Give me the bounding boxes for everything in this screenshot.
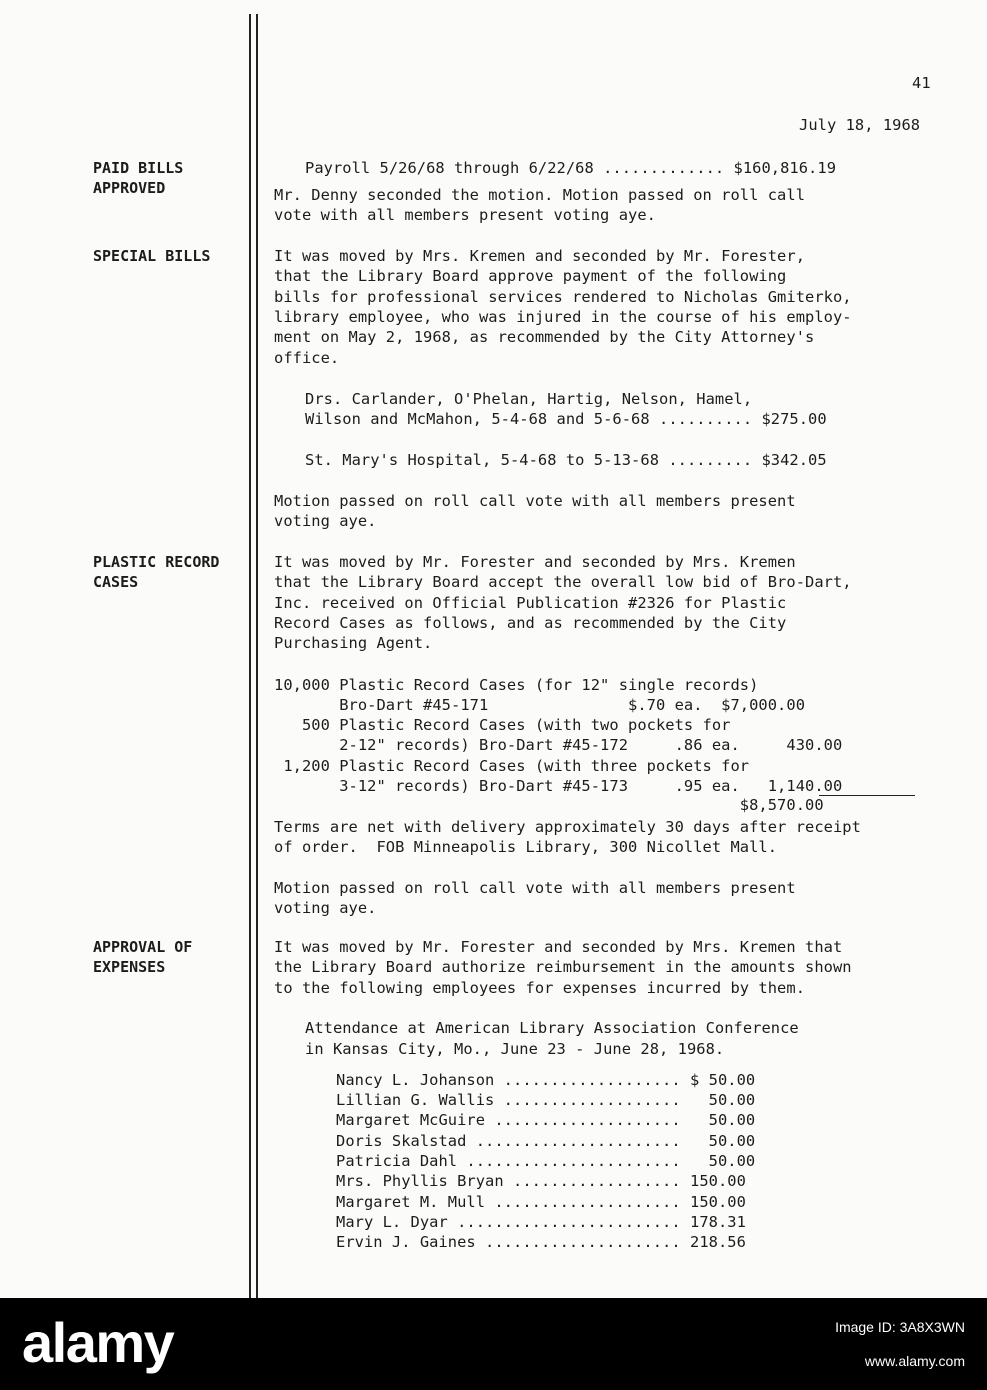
body-line: office. [274, 349, 340, 367]
body-line: It was moved by Mrs. Kremen and seconded by Mr. Forester, [274, 247, 806, 265]
expense-row: Doris Skalstad ...................... 50.00 [336, 1132, 756, 1150]
body-line: vote with all members present voting aye. [274, 206, 656, 224]
sidebar-heading-expenses: EXPENSES [93, 958, 166, 976]
body-line: Motion passed on roll call vote with all members present [274, 879, 796, 897]
sidebar-heading-plastic-record: PLASTIC RECORD [93, 553, 220, 571]
expense-row: Margaret M. Mull .................... 150.00 [336, 1193, 746, 1211]
body-line: the Library Board authorize reimbursement in the amounts shown [274, 958, 852, 976]
body-line: It was moved by Mr. Forester and seconded by Mrs. Kremen that [274, 938, 843, 956]
body-line: Mr. Denny seconded the motion. Motion passed on roll call [274, 186, 806, 204]
image-id: Image ID: 3A8X3WN [835, 1319, 965, 1335]
watermark-url: www.alamy.com [864, 1353, 965, 1369]
total-underline [819, 795, 915, 796]
body-line: voting aye. [274, 899, 377, 917]
body-line: Purchasing Agent. [274, 634, 433, 652]
sidebar-heading-expenses: APPROVAL OF [93, 938, 193, 956]
bid-line: 10,000 Plastic Record Cases (for 12" single records) [274, 676, 759, 694]
sidebar-heading-paid-bills: PAID BILLS [93, 159, 184, 177]
body-line: Inc. received on Official Publication #2326 for Plastic [274, 594, 787, 612]
bid-line: Bro-Dart #45-171 $.70 ea. $7,000.00 [274, 696, 806, 714]
sidebar-heading-special-bills: SPECIAL BILLS [93, 247, 211, 265]
bill-item-line: St. Mary's Hospital, 5-4-68 to 5-13-68 ......... $342.05 [305, 451, 827, 469]
expense-row: Mrs. Phyllis Bryan .................. 150.00 [336, 1172, 746, 1190]
expense-row: Ervin J. Gaines ..................... 218.56 [336, 1233, 746, 1251]
margin-rule-left [249, 14, 251, 1298]
body-line: It was moved by Mr. Forester and seconded by Mrs. Kremen [274, 553, 796, 571]
body-line: library employee, who was injured in the course of his employ- [274, 308, 852, 326]
expense-row: Margaret McGuire .................... 50.00 [336, 1111, 756, 1129]
expense-row: Nancy L. Johanson ................... $ 50.00 [336, 1071, 756, 1089]
bill-item-line: Drs. Carlander, O'Phelan, Hartig, Nelson, Hamel, [305, 390, 753, 408]
body-line: ment on May 2, 1968, as recommended by the City Attorney's [274, 328, 815, 346]
bid-line: 3-12" records) Bro-Dart #45-173 .95 ea. 1,140.00 [274, 777, 843, 795]
body-line: that the Library Board accept the overall low bid of Bro-Dart, [274, 573, 852, 591]
sidebar-heading-paid-bills: APPROVED [93, 179, 166, 197]
bid-total: $8,570.00 [274, 796, 824, 814]
bill-item-line: Wilson and McMahon, 5-4-68 and 5-6-68 .......... $275.00 [305, 410, 827, 428]
bid-line: 2-12" records) Bro-Dart #45-172 .86 ea. 430.00 [274, 736, 843, 754]
body-line: bills for professional services rendered to Nicholas Gmiterko, [274, 288, 852, 306]
meeting-date: July 18, 1968 [799, 116, 921, 134]
conference-line: Attendance at American Library Association Conference [305, 1019, 799, 1037]
expense-row: Patricia Dahl ....................... 50.00 [336, 1152, 756, 1170]
expense-row: Lillian G. Wallis ................... 50.00 [336, 1091, 756, 1109]
conference-line: in Kansas City, Mo., June 23 - June 28, 1968. [305, 1040, 725, 1058]
page-number: 41 [912, 74, 931, 92]
body-line: Record Cases as follows, and as recommended by the City [274, 614, 787, 632]
body-line: of order. FOB Minneapolis Library, 300 Nicollet Mall. [274, 838, 778, 856]
body-line: to the following employees for expenses incurred by them. [274, 979, 806, 997]
sidebar-heading-plastic-record: CASES [93, 573, 139, 591]
body-line: Terms are net with delivery approximately 30 days after receipt [274, 818, 861, 836]
alamy-logo: alamy [22, 1311, 174, 1374]
bid-line: 500 Plastic Record Cases (with two pockets for [274, 716, 731, 734]
body-line: Motion passed on roll call vote with all members present [274, 492, 796, 510]
body-line: voting aye. [274, 512, 377, 530]
body-line: that the Library Board approve payment of the following [274, 267, 787, 285]
payroll-line: Payroll 5/26/68 through 6/22/68 ............. $160,816.19 [305, 159, 837, 177]
expense-row: Mary L. Dyar ........................ 178.31 [336, 1213, 746, 1231]
margin-rule-right [256, 14, 258, 1298]
bid-line: 1,200 Plastic Record Cases (with three pockets for [274, 757, 750, 775]
